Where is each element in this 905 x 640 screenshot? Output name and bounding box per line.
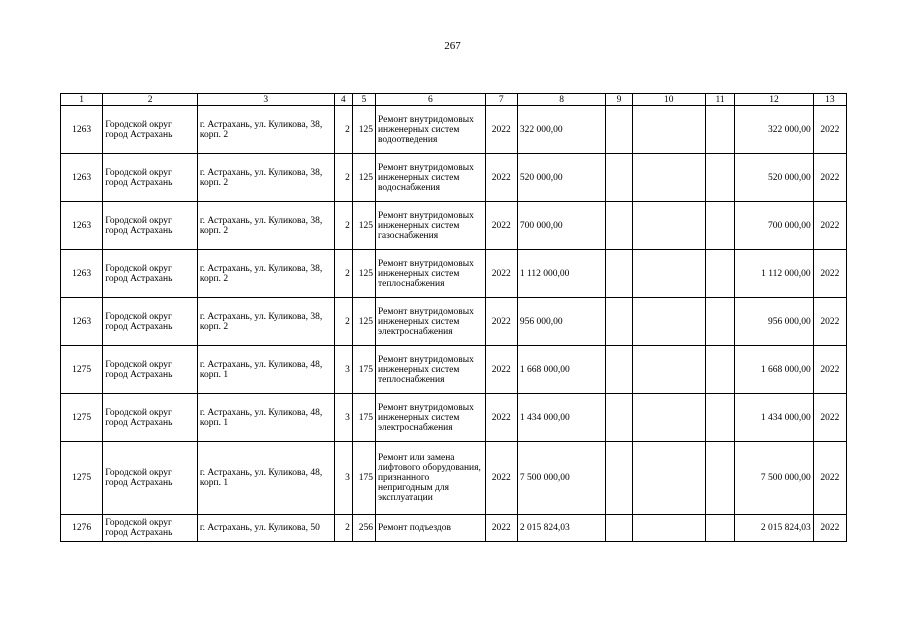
column-header: 7 (485, 94, 517, 106)
table-row (61, 442, 847, 515)
year-cell: 2022 (485, 298, 517, 346)
column-header: 4 (334, 94, 352, 106)
total-cost-cell: 322 000,00 (517, 106, 606, 154)
column-9-cell (606, 106, 632, 154)
column-11-cell (706, 202, 735, 250)
column-11-cell (706, 106, 735, 154)
work-type-cell: Ремонт подъездов (375, 515, 485, 542)
table-row (61, 515, 847, 542)
work-type-cell: Ремонт внутридомовых инженерных систем газоснабжения (375, 202, 485, 250)
house-id-cell: 1275 (61, 442, 103, 515)
address-cell: г. Астрахань, ул. Куликова, 38, корп. 2 (197, 106, 334, 154)
address-cell: г. Астрахань, ул. Куликова, 38, корп. 2 (197, 250, 334, 298)
work-type-cell: Ремонт внутридомовых инженерных систем электроснабжения (375, 394, 485, 442)
column-header: 10 (632, 94, 705, 106)
column-10-cell (632, 298, 705, 346)
address-cell: г. Астрахань, ул. Куликова, 38, корп. 2 (197, 202, 334, 250)
column-11-cell (706, 394, 735, 442)
column-4-cell: 2 (334, 250, 352, 298)
municipality-cell: Городской округ город Астрахань (103, 515, 198, 542)
column-header: 11 (706, 94, 735, 106)
column-4-cell: 3 (334, 442, 352, 515)
year-cell: 2022 (485, 394, 517, 442)
municipality-cell: Городской округ город Астрахань (103, 394, 198, 442)
work-type-cell: Ремонт внутридомовых инженерных систем теплоснабжения (375, 346, 485, 394)
house-id-cell: 1263 (61, 154, 103, 202)
column-12-cost-cell: 1 434 000,00 (735, 394, 813, 442)
total-cost-cell: 520 000,00 (517, 154, 606, 202)
column-4-cell: 2 (334, 154, 352, 202)
column-10-cell (632, 250, 705, 298)
address-cell: г. Астрахань, ул. Куликова, 38, корп. 2 (197, 298, 334, 346)
completion-year-cell: 2022 (813, 346, 846, 394)
house-id-cell: 1263 (61, 106, 103, 154)
column-9-cell (606, 202, 632, 250)
address-cell: г. Астрахань, ул. Куликова, 50 (197, 515, 334, 542)
column-5-cell: 175 (352, 394, 375, 442)
table-row (61, 250, 847, 298)
completion-year-cell: 2022 (813, 442, 846, 515)
column-12-cost-cell: 520 000,00 (735, 154, 813, 202)
column-9-cell (606, 298, 632, 346)
work-type-cell: Ремонт внутридомовых инженерных систем водоотведения (375, 106, 485, 154)
column-header: 13 (813, 94, 846, 106)
column-5-cell: 125 (352, 154, 375, 202)
column-header: 8 (517, 94, 606, 106)
column-10-cell (632, 106, 705, 154)
column-10-cell (632, 202, 705, 250)
column-5-cell: 125 (352, 106, 375, 154)
completion-year-cell: 2022 (813, 298, 846, 346)
year-cell: 2022 (485, 515, 517, 542)
table-row (61, 298, 847, 346)
total-cost-cell: 1 434 000,00 (517, 394, 606, 442)
column-header: 6 (375, 94, 485, 106)
column-12-cost-cell: 322 000,00 (735, 106, 813, 154)
column-header: 9 (606, 94, 632, 106)
column-12-cost-cell: 956 000,00 (735, 298, 813, 346)
column-11-cell (706, 298, 735, 346)
column-10-cell (632, 154, 705, 202)
column-5-cell: 256 (352, 515, 375, 542)
house-id-cell: 1275 (61, 394, 103, 442)
completion-year-cell: 2022 (813, 154, 846, 202)
column-12-cost-cell: 7 500 000,00 (735, 442, 813, 515)
municipality-cell: Городской округ город Астрахань (103, 154, 198, 202)
column-5-cell: 125 (352, 298, 375, 346)
column-9-cell (606, 394, 632, 442)
total-cost-cell: 956 000,00 (517, 298, 606, 346)
column-4-cell: 3 (334, 346, 352, 394)
column-11-cell (706, 250, 735, 298)
column-4-cell: 3 (334, 394, 352, 442)
completion-year-cell: 2022 (813, 515, 846, 542)
total-cost-cell: 1 668 000,00 (517, 346, 606, 394)
column-header: 2 (103, 94, 198, 106)
year-cell: 2022 (485, 106, 517, 154)
work-type-cell: Ремонт внутридомовых инженерных систем теплоснабжения (375, 250, 485, 298)
column-12-cost-cell: 1 112 000,00 (735, 250, 813, 298)
house-id-cell: 1275 (61, 346, 103, 394)
column-9-cell (606, 515, 632, 542)
total-cost-cell: 700 000,00 (517, 202, 606, 250)
column-9-cell (606, 442, 632, 515)
column-header: 12 (735, 94, 813, 106)
column-number-row (61, 94, 847, 106)
column-11-cell (706, 346, 735, 394)
column-10-cell (632, 394, 705, 442)
house-id-cell: 1276 (61, 515, 103, 542)
page-number: 267 (444, 40, 461, 52)
address-cell: г. Астрахань, ул. Куликова, 48, корп. 1 (197, 346, 334, 394)
total-cost-cell: 1 112 000,00 (517, 250, 606, 298)
year-cell: 2022 (485, 250, 517, 298)
column-10-cell (632, 515, 705, 542)
column-11-cell (706, 515, 735, 542)
total-cost-cell: 7 500 000,00 (517, 442, 606, 515)
column-5-cell: 125 (352, 202, 375, 250)
year-cell: 2022 (485, 346, 517, 394)
table-row (61, 154, 847, 202)
house-id-cell: 1263 (61, 298, 103, 346)
column-header: 5 (352, 94, 375, 106)
year-cell: 2022 (485, 442, 517, 515)
municipality-cell: Городской округ город Астрахань (103, 442, 198, 515)
completion-year-cell: 2022 (813, 202, 846, 250)
column-4-cell: 2 (334, 298, 352, 346)
work-type-cell: Ремонт внутридомовых инженерных систем электроснабжения (375, 298, 485, 346)
column-12-cost-cell: 1 668 000,00 (735, 346, 813, 394)
column-9-cell (606, 346, 632, 394)
column-header: 1 (61, 94, 103, 106)
table-row (61, 346, 847, 394)
municipality-cell: Городской округ город Астрахань (103, 250, 198, 298)
column-12-cost-cell: 700 000,00 (735, 202, 813, 250)
table-row (61, 394, 847, 442)
house-id-cell: 1263 (61, 250, 103, 298)
column-header: 3 (197, 94, 334, 106)
column-12-cost-cell: 2 015 824,03 (735, 515, 813, 542)
address-cell: г. Астрахань, ул. Куликова, 48, корп. 1 (197, 442, 334, 515)
completion-year-cell: 2022 (813, 394, 846, 442)
column-4-cell: 2 (334, 515, 352, 542)
year-cell: 2022 (485, 154, 517, 202)
table-row (61, 202, 847, 250)
total-cost-cell: 2 015 824,03 (517, 515, 606, 542)
column-4-cell: 2 (334, 202, 352, 250)
column-10-cell (632, 442, 705, 515)
column-11-cell (706, 154, 735, 202)
completion-year-cell: 2022 (813, 250, 846, 298)
municipality-cell: Городской округ город Астрахань (103, 346, 198, 394)
column-10-cell (632, 346, 705, 394)
house-id-cell: 1263 (61, 202, 103, 250)
completion-year-cell: 2022 (813, 106, 846, 154)
municipality-cell: Городской округ город Астрахань (103, 106, 198, 154)
column-5-cell: 175 (352, 442, 375, 515)
column-5-cell: 175 (352, 346, 375, 394)
year-cell: 2022 (485, 202, 517, 250)
repair-register-table (60, 93, 847, 542)
column-4-cell: 2 (334, 106, 352, 154)
column-11-cell (706, 442, 735, 515)
work-type-cell: Ремонт внутридомовых инженерных систем водоснабжения (375, 154, 485, 202)
column-9-cell (606, 250, 632, 298)
column-5-cell: 125 (352, 250, 375, 298)
municipality-cell: Городской округ город Астрахань (103, 202, 198, 250)
address-cell: г. Астрахань, ул. Куликова, 48, корп. 1 (197, 394, 334, 442)
work-type-cell: Ремонт или замена лифтового оборудования, признанного непригодным для эксплуатации (375, 442, 485, 515)
municipality-cell: Городской округ город Астрахань (103, 298, 198, 346)
column-9-cell (606, 154, 632, 202)
address-cell: г. Астрахань, ул. Куликова, 38, корп. 2 (197, 154, 334, 202)
table-row (61, 106, 847, 154)
